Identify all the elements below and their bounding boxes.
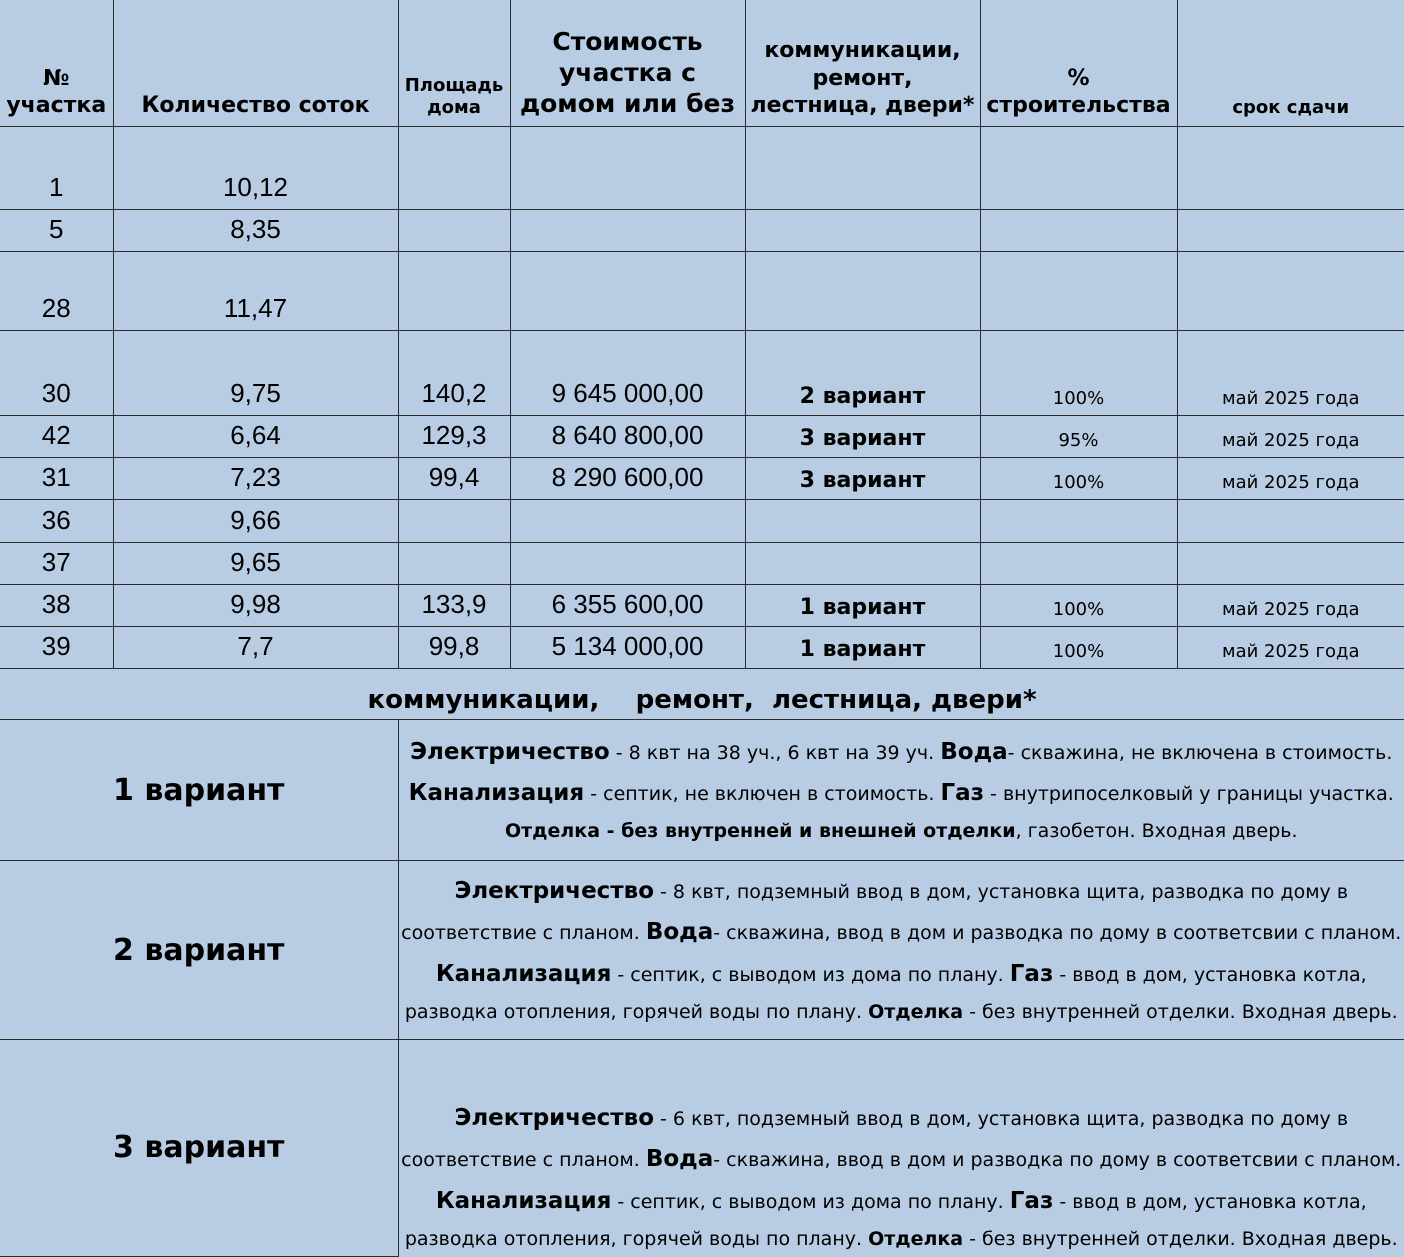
variant-name[interactable]: 3 вариант: [0, 1040, 398, 1257]
cell-house-area[interactable]: 129,3: [398, 415, 510, 457]
variant-keyword: Вода: [940, 738, 1008, 765]
cell-price[interactable]: 8 290 600,00: [510, 457, 745, 499]
cell-plot-number[interactable]: 36: [0, 499, 113, 542]
variant-description[interactable]: [398, 720, 1404, 861]
cell-due-date[interactable]: май 2025 года: [1177, 415, 1404, 457]
variant-name[interactable]: 2 вариант: [0, 861, 398, 1040]
cell-sotki-count[interactable]: 9,98: [113, 584, 398, 626]
cell-price[interactable]: 9 645 000,00: [510, 330, 745, 415]
variant-keyword: Отделка - без внутренней и внешней отделки: [505, 820, 1016, 843]
variant-keyword: Электричество: [454, 877, 654, 904]
cell-communications[interactable]: [745, 499, 980, 542]
cell-house-area[interactable]: 140,2: [398, 330, 510, 415]
table-row: [0, 126, 1404, 209]
cell-due-date[interactable]: [1177, 126, 1404, 209]
variant-text: - септик, с выводом из дома по плану.: [611, 963, 1010, 986]
variant-keyword: Канализация: [408, 779, 585, 806]
cell-communications[interactable]: 1 вариант: [745, 626, 980, 668]
cell-house-area[interactable]: [398, 251, 510, 330]
cell-price[interactable]: 5 134 000,00: [510, 626, 745, 668]
cell-price[interactable]: [510, 126, 745, 209]
cell-communications[interactable]: [745, 209, 980, 251]
table-row: [0, 499, 1404, 542]
variant-name[interactable]: 1 вариант: [0, 720, 398, 861]
variant-keyword: Электричество: [454, 1105, 654, 1131]
cell-house-area[interactable]: [398, 542, 510, 584]
cell-price[interactable]: 6 355 600,00: [510, 584, 745, 626]
cell-communications[interactable]: [745, 126, 980, 209]
header-sotki-count[interactable]: Количество соток: [113, 0, 398, 126]
cell-construction-percent[interactable]: [980, 499, 1177, 542]
cell-construction-percent[interactable]: [980, 251, 1177, 330]
variant-text: - без внутренней отделки. Входная дверь.: [963, 1000, 1398, 1023]
cell-sotki-count[interactable]: 9,65: [113, 542, 398, 584]
cell-plot-number[interactable]: 39: [0, 626, 113, 668]
cell-plot-number[interactable]: 28: [0, 251, 113, 330]
cell-construction-percent[interactable]: 95%: [980, 415, 1177, 457]
cell-plot-number[interactable]: 30: [0, 330, 113, 415]
variant-text: - внутрипоселковый у границы участка.: [984, 782, 1394, 805]
cell-price[interactable]: [510, 209, 745, 251]
header-row: [0, 0, 1404, 126]
table-row: [0, 209, 1404, 251]
cell-construction-percent[interactable]: 100%: [980, 330, 1177, 415]
variant-keyword: Отделка: [868, 1228, 964, 1251]
variant-keyword: Канализация: [435, 960, 612, 987]
cell-house-area[interactable]: 99,8: [398, 626, 510, 668]
variant-row: [0, 1040, 1404, 1257]
cell-house-area[interactable]: 99,4: [398, 457, 510, 499]
table-row: [0, 415, 1404, 457]
header-plot-number[interactable]: № участка: [0, 0, 113, 126]
cell-price[interactable]: 8 640 800,00: [510, 415, 745, 457]
cell-due-date[interactable]: май 2025 года: [1177, 330, 1404, 415]
cell-due-date[interactable]: [1177, 209, 1404, 251]
cell-due-date[interactable]: [1177, 499, 1404, 542]
cell-communications[interactable]: [745, 542, 980, 584]
variant-keyword: Канализация: [435, 1187, 612, 1214]
variant-keyword: Отделка: [868, 1000, 964, 1023]
cell-price[interactable]: [510, 499, 745, 542]
cell-sotki-count[interactable]: 8,35: [113, 209, 398, 251]
variant-text: - ввод в дом, установка котла, разводка отопления, горячей воды по плану.: [404, 1190, 1367, 1251]
variant-row: [0, 861, 1404, 1040]
cell-sotki-count[interactable]: 11,47: [113, 251, 398, 330]
cell-communications[interactable]: 2 вариант: [745, 330, 980, 415]
variant-text: - септик, не включен в стоимость.: [584, 782, 941, 805]
variant-text: - скважина, не включена в стоимость.: [1007, 741, 1393, 764]
header-house-area[interactable]: Площадь дома: [398, 0, 510, 126]
cell-plot-number[interactable]: 37: [0, 542, 113, 584]
table-row: [0, 330, 1404, 415]
variant-text: - скважина, ввод в дом и разводка по дому в соответсвии с планом.: [713, 1149, 1402, 1172]
cell-communications[interactable]: [745, 251, 980, 330]
cell-communications[interactable]: 3 вариант: [745, 457, 980, 499]
variant-keyword: Газ: [940, 779, 985, 806]
variant-description[interactable]: [398, 861, 1404, 1040]
cell-sotki-count[interactable]: 6,64: [113, 415, 398, 457]
variant-text: - ввод в дом, установка котла, разводка отопления, горячей воды по плану.: [404, 963, 1367, 1023]
cell-house-area[interactable]: [398, 209, 510, 251]
cell-communications[interactable]: 3 вариант: [745, 415, 980, 457]
table-row: [0, 457, 1404, 499]
variant-keyword: Вода: [645, 1146, 714, 1173]
variant-keyword: Электричество: [410, 738, 610, 765]
cell-plot-number[interactable]: 1: [0, 126, 113, 209]
cell-plot-number[interactable]: 5: [0, 209, 113, 251]
cell-house-area[interactable]: [398, 126, 510, 209]
cell-sotki-count[interactable]: 9,75: [113, 330, 398, 415]
variant-text: - скважина, ввод в дом и разводка по дому в соответсвии с планом.: [713, 922, 1402, 945]
table-row: [0, 626, 1404, 668]
variants-title: коммуникации, ремонт, лестница, двери*: [367, 685, 1037, 715]
cell-due-date[interactable]: май 2025 года: [1177, 584, 1404, 626]
header-price[interactable]: Стоимость участка с домом или без: [510, 0, 745, 126]
cell-plot-number[interactable]: 42: [0, 415, 113, 457]
cell-price[interactable]: [510, 542, 745, 584]
cell-construction-percent[interactable]: 100%: [980, 457, 1177, 499]
variant-keyword: Газ: [1009, 960, 1054, 987]
header-construction-percent[interactable]: % строительства: [980, 0, 1177, 126]
cell-house-area[interactable]: 133,9: [398, 584, 510, 626]
cell-sotki-count[interactable]: 7,7: [113, 626, 398, 668]
variant-keyword: Вода: [645, 919, 714, 946]
table-row: [0, 542, 1404, 584]
cell-due-date[interactable]: [1177, 542, 1404, 584]
variant-text: - 6 квт, подземный ввод в дом, установка щита, разводка по дому в соответствие с планом.: [401, 1108, 1349, 1172]
cell-plot-number[interactable]: 38: [0, 584, 113, 626]
variant-row: [0, 720, 1404, 861]
cell-price[interactable]: [510, 251, 745, 330]
cell-construction-percent[interactable]: [980, 542, 1177, 584]
cell-construction-percent[interactable]: [980, 209, 1177, 251]
cell-communications[interactable]: 1 вариант: [745, 584, 980, 626]
variant-text: - 8 квт на 38 уч., 6 квт на 39 уч.: [609, 741, 941, 764]
cell-house-area[interactable]: [398, 499, 510, 542]
header-due-date[interactable]: срок сдачи: [1177, 0, 1404, 126]
variants-table: [0, 719, 1404, 1257]
cell-sotki-count[interactable]: 10,12: [113, 126, 398, 209]
variant-text: , газобетон. Входная дверь.: [1015, 820, 1298, 843]
variant-keyword: Газ: [1009, 1187, 1054, 1214]
cell-sotki-count[interactable]: 9,66: [113, 499, 398, 542]
cell-due-date[interactable]: май 2025 года: [1177, 457, 1404, 499]
cell-sotki-count[interactable]: 7,23: [113, 457, 398, 499]
table-row: [0, 584, 1404, 626]
cell-construction-percent[interactable]: 100%: [980, 584, 1177, 626]
cell-due-date[interactable]: май 2025 года: [1177, 626, 1404, 668]
cell-construction-percent[interactable]: [980, 126, 1177, 209]
variant-text: - без внутренней отделки. Входная дверь.: [963, 1228, 1398, 1251]
cell-due-date[interactable]: [1177, 251, 1404, 330]
variant-text: - 8 квт, подземный ввод в дом, установка щита, разводка по дому в соответствие с планом.: [401, 880, 1349, 945]
table-row: [0, 251, 1404, 330]
header-communications[interactable]: коммуникации, ремонт, лестница, двери*: [745, 0, 980, 126]
variant-description[interactable]: [398, 1040, 1404, 1257]
cell-construction-percent[interactable]: 100%: [980, 626, 1177, 668]
cell-plot-number[interactable]: 31: [0, 457, 113, 499]
variant-text: - септик, с выводом из дома по плану.: [611, 1190, 1010, 1213]
